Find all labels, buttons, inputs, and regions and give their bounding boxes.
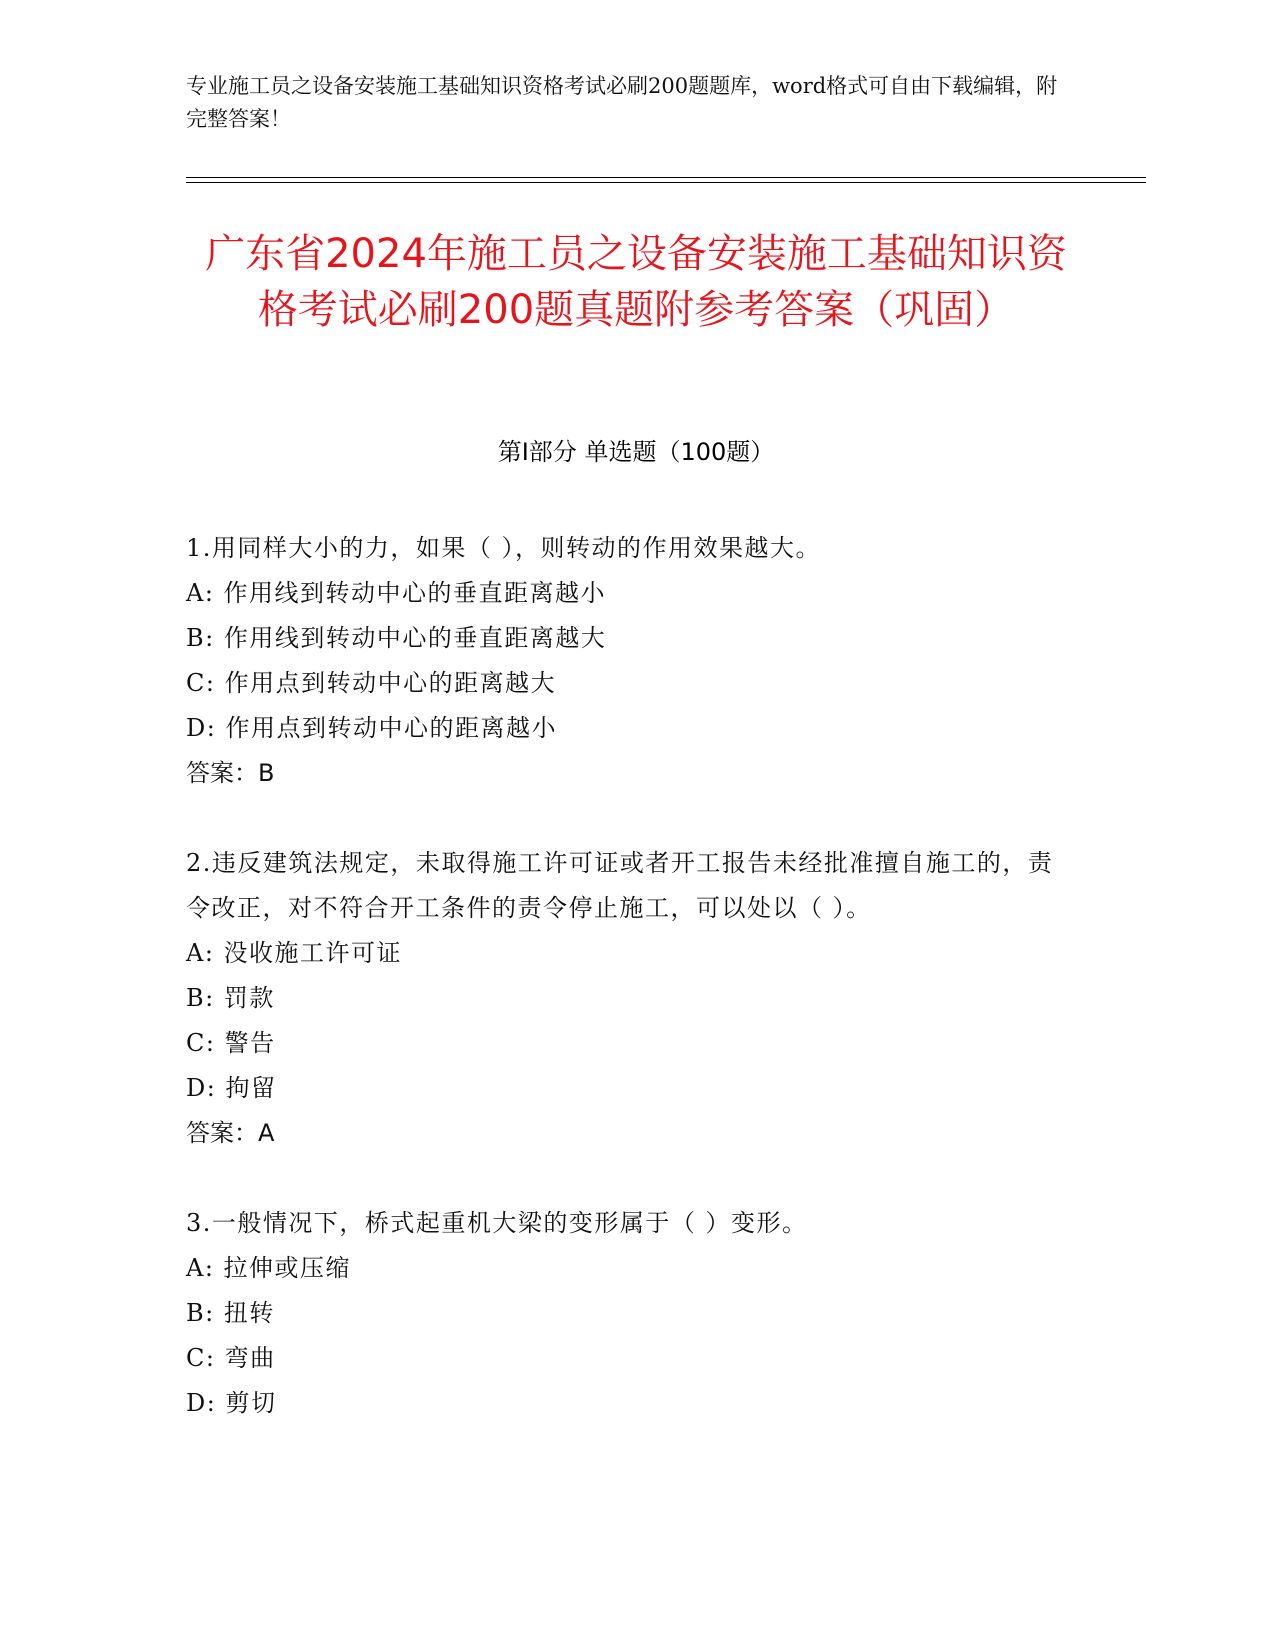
option-d: D: 作用点到转动中心的距离越小 bbox=[186, 714, 557, 742]
option-c: C: 弯曲 bbox=[186, 1344, 276, 1372]
option-c: C: 作用点到转动中心的距离越大 bbox=[186, 669, 557, 697]
option-a: A: 拉伸或压缩 bbox=[186, 1254, 352, 1282]
question-stem: 1.用同样大小的力，如果（ ），则转动的作用效果越大。 bbox=[186, 534, 822, 562]
document-title: 广东省2024年施工员之设备安装施工基础知识资格考试必刷200题真题附参考答案（巩固） bbox=[205, 231, 1067, 333]
option-a: A: 没收施工许可证 bbox=[186, 939, 403, 967]
header-rule-top bbox=[186, 177, 1146, 178]
question-stem: 3.一般情况下，桥式起重机大梁的变形属于（ ）变形。 bbox=[186, 1209, 808, 1237]
option-d: D: 剪切 bbox=[186, 1389, 277, 1417]
page-header: 专业施工员之设备安装施工基础知识资格考试必刷200题题库，word格式可自由下载编辑，附完整答案！ bbox=[186, 74, 1058, 131]
question-list bbox=[186, 526, 1066, 1471]
question-1 bbox=[186, 526, 1066, 796]
question-3 bbox=[186, 1201, 1066, 1426]
option-b: B: 作用线到转动中心的垂直距离越大 bbox=[186, 624, 607, 652]
option-b: B: 扭转 bbox=[186, 1299, 275, 1327]
question-2 bbox=[186, 841, 1066, 1156]
answer: 答案：A bbox=[186, 1119, 275, 1147]
section-heading: 第Ⅰ部分 单选题（100题） bbox=[497, 438, 775, 466]
option-a: A: 作用线到转动中心的垂直距离越小 bbox=[186, 579, 607, 607]
header-rule-bottom bbox=[186, 182, 1146, 183]
question-stem: 2.违反建筑法规定，未取得施工许可证或者开工报告未经批准擅自施工的，责令改正，对不符合开工条件的责令停止施工，可以处以（ ）。 bbox=[186, 849, 1054, 922]
option-c: C: 警告 bbox=[186, 1029, 276, 1057]
answer: 答案：B bbox=[186, 759, 275, 787]
option-b: B: 罚款 bbox=[186, 984, 275, 1012]
option-d: D: 拘留 bbox=[186, 1074, 277, 1102]
